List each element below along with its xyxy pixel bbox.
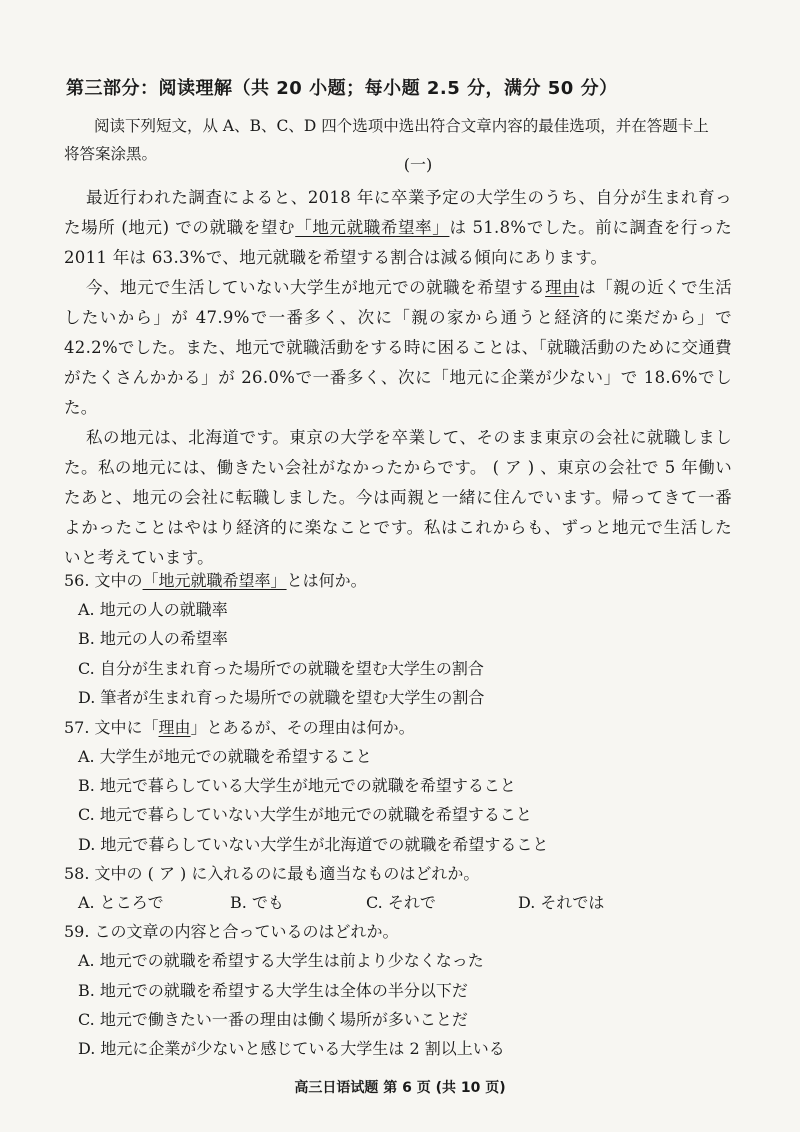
option-a: A. 地元の人の就職率 xyxy=(78,600,228,619)
stem-text: 」とあるが、その理由は何か。 xyxy=(190,717,415,737)
paragraph-text: は 51.8%でした。前に調査を行った 2011 年は 63.3%で、地元就職を希望する割合は減る傾向にあります。 xyxy=(64,218,732,267)
page-footer: 高三日语试题 第 6 页 (共 10 页) xyxy=(294,1080,506,1096)
option-b: B. でも xyxy=(230,893,284,913)
option-a: A. 大学生が地元での就職を希望すること xyxy=(78,746,372,766)
stem-text: 57. 文中に「 xyxy=(64,717,159,737)
option-d: D. 地元で暮らしていない大学生が北海道での就職を希望すること xyxy=(78,834,549,854)
paragraph-text: 今、地元で生活していない大学生が地元での就職を希望する xyxy=(86,278,546,297)
question-stem xyxy=(64,713,744,742)
option-b: B. 地元で暮らしている大学生が地元での就職を希望すること xyxy=(78,776,516,796)
question-stem: 58. 文中の ( ア ) に入れるのに最も適当なものはどれか。 xyxy=(64,864,480,884)
paragraph-text: は「親の近くで生活したいから」が 47.9%で一番多く、次に「親の家から通うと経済的に楽だから」で 42.2%でした。また、地元で就職活動をする時に困ることは、「就職活動のために交通費がたくさんかかる」が 26.0%で一番多く、次に「地元に企業が少ない」で 18.6%でした。 xyxy=(64,278,732,417)
question-59 xyxy=(64,917,744,1064)
option-c: C. それで xyxy=(366,893,436,913)
option-c: C. 地元で暮らしていない大学生が地元での就職を希望すること xyxy=(78,805,532,825)
option-c: C. 自分が生まれ育った場所での就職を望む大学生の割合 xyxy=(78,658,484,678)
underlined-term: 「地元就職希望率」 xyxy=(295,218,450,237)
option-row xyxy=(64,888,744,917)
question-stem xyxy=(64,566,744,595)
question-list xyxy=(64,566,744,1064)
stem-text: 56. 文中の xyxy=(64,571,143,590)
passage-paragraph-1 xyxy=(64,183,732,273)
question-56 xyxy=(64,566,744,713)
section-title: 第三部分：阅读理解（共 20 小题；每小题 2.5 分，满分 50 分） xyxy=(66,78,618,99)
stem-text: とは何か。 xyxy=(286,571,367,590)
option-c: C. 地元で働きたい一番の理由は働く場所が多いことだ xyxy=(78,1010,468,1030)
instructions: 阅读下列短文，从 A、B、C、D 四个选项中选出符合文章内容的最佳选项，并在答题卡上将答案涂黑。 xyxy=(64,117,709,163)
question-57 xyxy=(64,713,744,860)
option-a: A. 地元での就職を希望する大学生は前より少なくなった xyxy=(78,951,484,971)
reading-passage xyxy=(64,183,732,573)
passage-paragraph-3: 私の地元は、北海道です。東京の大学を卒業して、そのまま東京の会社に就職しました。私の地元には、働きたい会社がなかったからです。 ( ア ) 、東京の会社で 5 年働いたあと、地元の会社に転職しました。今は両親と一緒に住んでいます。帰ってきて一番よかったことはやはり経済的に楽なことです。私はこれからも、ずっと地元で生活したいと考えています。 xyxy=(64,428,732,567)
option-d: D. 筆者が生まれ育った場所での就職を望む大学生の割合 xyxy=(78,688,485,708)
option-d: D. 地元に企業が少ないと感じている大学生は 2 割以上いる xyxy=(78,1039,505,1059)
option-a: A. ところで xyxy=(78,893,164,913)
underlined-term: 理由 xyxy=(545,278,580,297)
underlined-term: 理由 xyxy=(158,717,191,737)
passage-paragraph-2 xyxy=(64,273,732,423)
question-stem: 59. この文章の内容と合っているのはどれか。 xyxy=(64,922,399,942)
underlined-term: 「地元就職希望率」 xyxy=(142,571,287,590)
passage-number: (一) xyxy=(403,155,433,174)
question-58 xyxy=(64,859,744,917)
option-b: B. 地元の人の希望率 xyxy=(78,629,228,649)
option-b: B. 地元での就職を希望する大学生は全体の半分以下だ xyxy=(78,980,468,1000)
paragraph-text: 最近行われた調査によると、2018 年に卒業予定の大学生のうち、自分が生まれ育った場所 (地元) での就職を望む xyxy=(64,188,732,237)
option-d: D. それでは xyxy=(518,893,605,913)
